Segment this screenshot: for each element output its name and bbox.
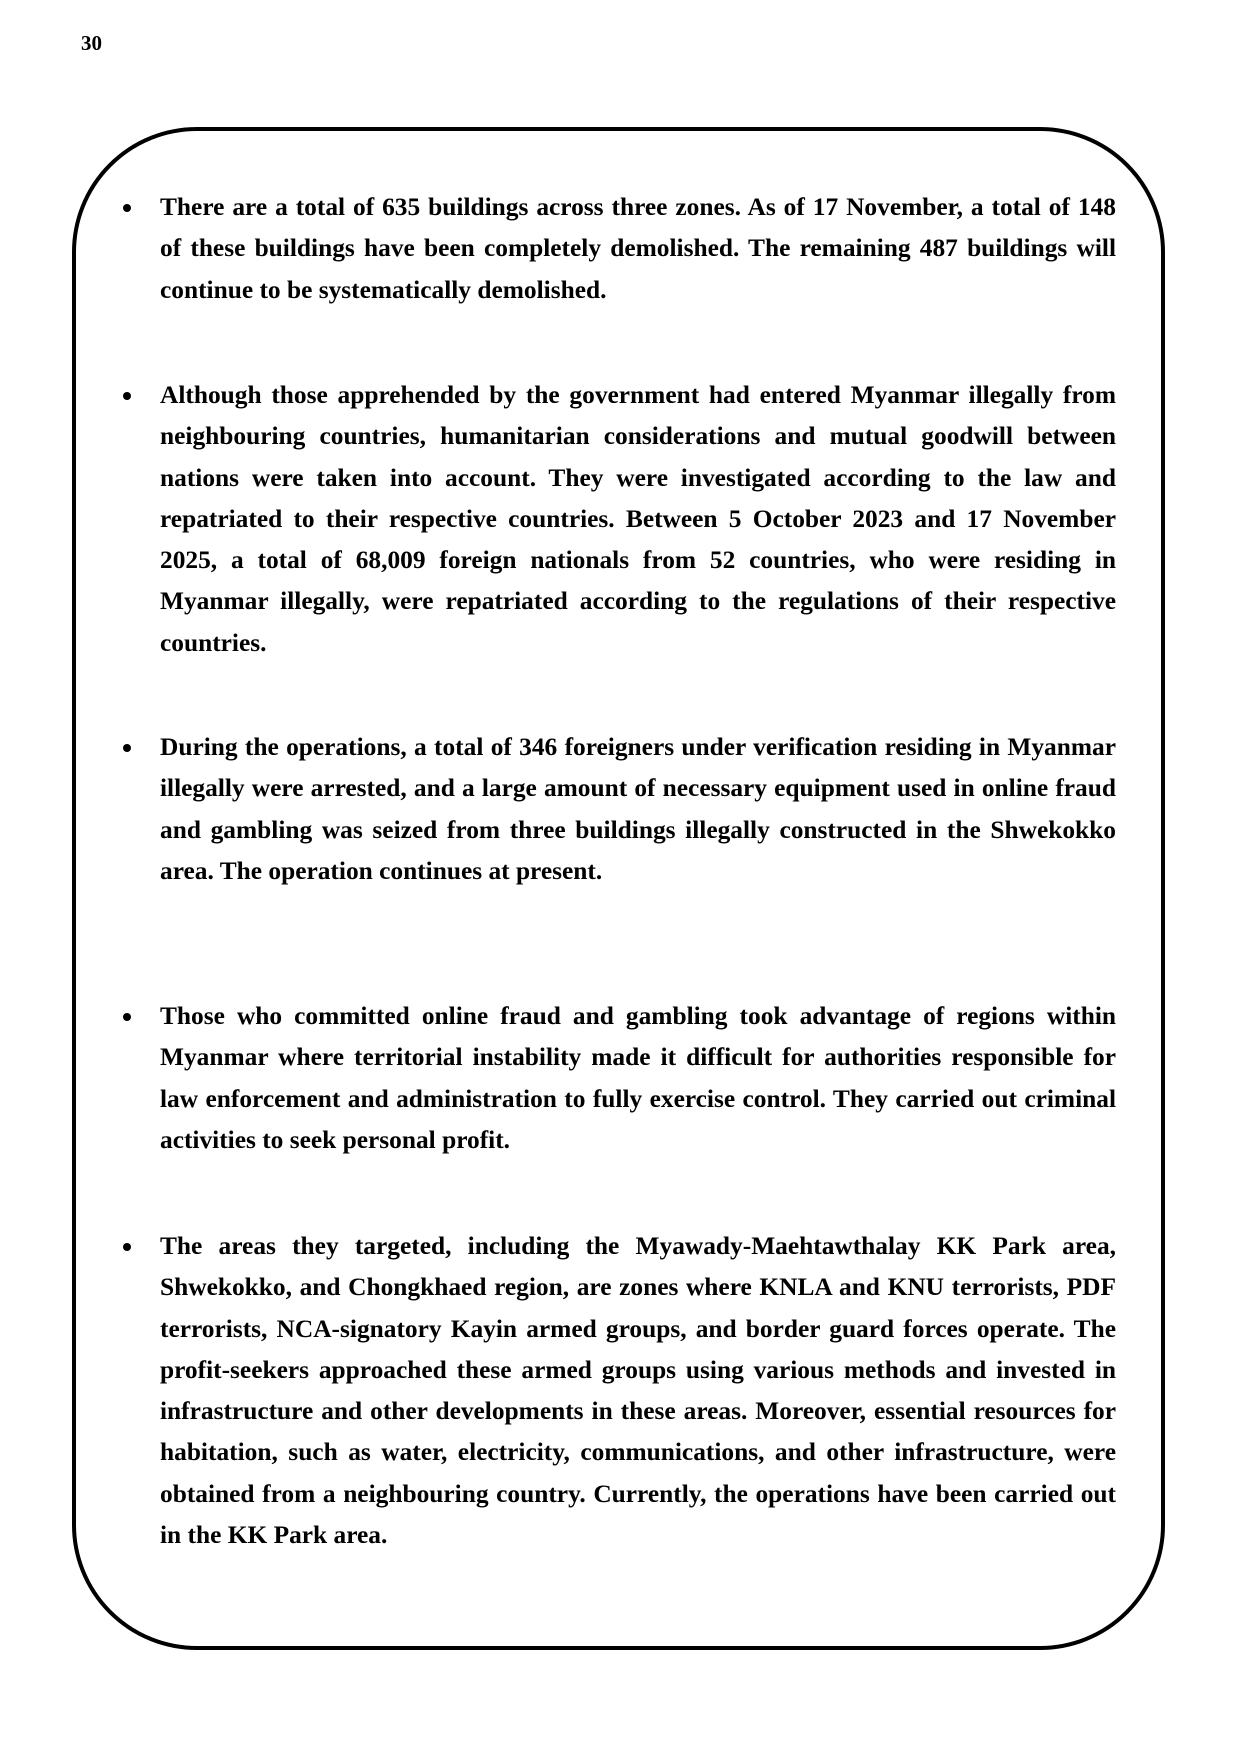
- bullet-text: There are a total of 635 buildings across three zones. As of 17 November, a total of 148 of these buildings have been completely demolished. The remaining 487 buildings will continue to be systematically demolished.: [160, 193, 1116, 304]
- bullet-icon: [123, 1243, 131, 1251]
- bullet-text: During the operations, a total of 346 foreigners under verification residing in Myanmar illegally were arrested, and a large amount of necessary equipment used in online fraud and gambling was seized from three buildings illegally constructed in the Shwekokko area. The operation continues at present.: [160, 733, 1116, 885]
- bullet-item-arrests-shwekokko: [160, 727, 1116, 892]
- bullet-item-targeted-areas: [160, 1226, 1116, 1556]
- bullet-text: Those who committed online fraud and gambling took advantage of regions within Myanmar where territorial instability made it difficult for authorities responsible for law enforcement and administration to fully exercise control. They carried out criminal activities to seek personal profit.: [160, 1002, 1116, 1154]
- page-number: 30: [81, 31, 102, 55]
- bullet-item-buildings-demolished: [160, 187, 1116, 311]
- bullet-text: Although those apprehended by the government had entered Myanmar illegally from neighbouring countries, humanitarian considerations and mutual goodwill between nations were taken into account. They were investigated according to the law and repatriated to their respective countries. Between 5 October 2023 and 17 November 2025, a total of 68,009 foreign nationals from 52 countries, who were residing in Myanmar illegally, were repatriated according to the regulations of their respective countries.: [160, 381, 1116, 657]
- bullet-icon: [123, 392, 131, 400]
- bullet-icon: [123, 204, 131, 212]
- bullet-icon: [123, 1013, 131, 1021]
- bullet-text: The areas they targeted, including the Myawady-Maehtawthalay KK Park area, Shwekokko, and Chongkhaed region, are zones where KNLA and KNU terrorists, PDF terrorists, NCA-signatory Kayin armed groups, and border guard forces operate. The profit-seekers approached these armed groups using various methods and invested in infrastructure and other developments in these areas. Moreover, essential resources for habitation, such as water, electricity, communications, and other infrastructure, were obtained from a neighbouring country. Currently, the operations have been carried out in the KK Park area.: [160, 1232, 1116, 1550]
- bullet-item-territorial-instability: [160, 996, 1116, 1161]
- bullet-icon: [123, 744, 131, 752]
- bullet-item-repatriation: [160, 375, 1116, 664]
